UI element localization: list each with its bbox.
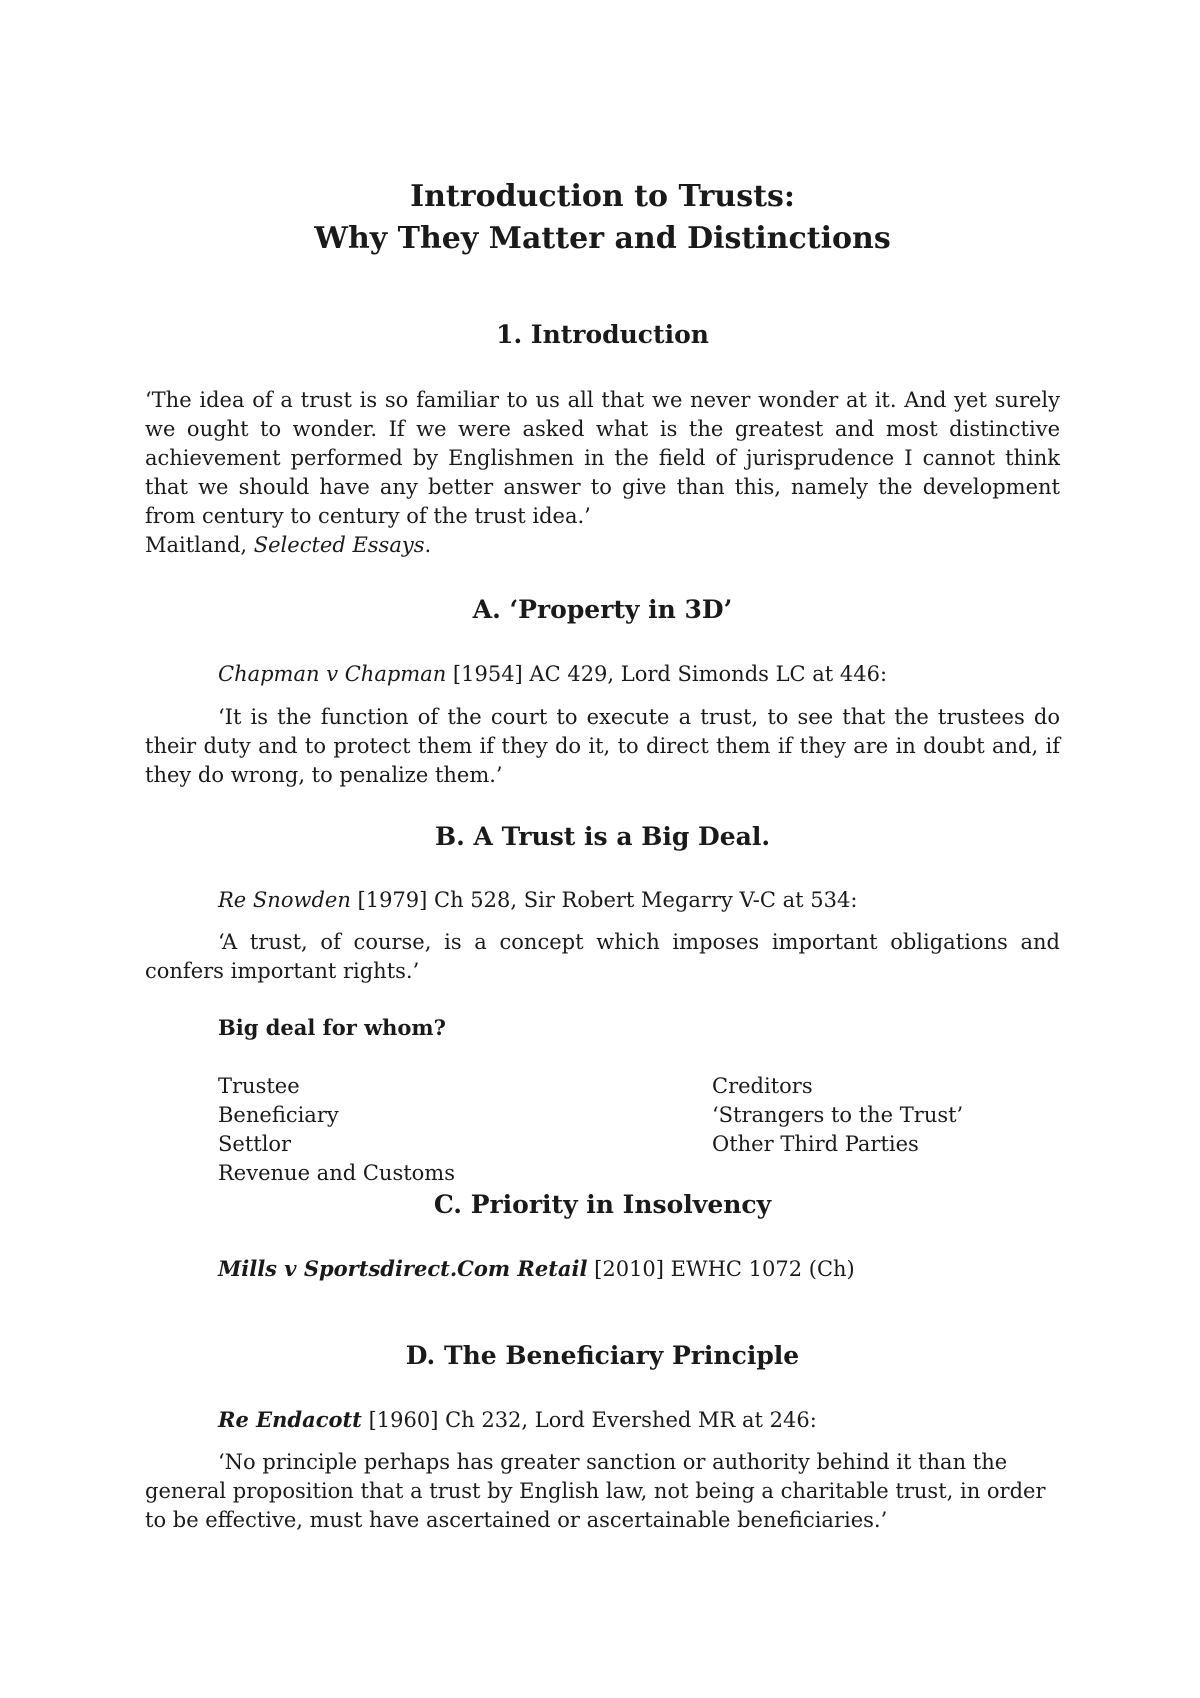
heading-section-c: C. Priority in Insolvency [433,1190,772,1219]
case-ref-endacott: [1960] Ch 232, Lord Evershed MR at 246: [361,1408,817,1432]
document-title [145,176,1060,260]
snowden-quote: ‘A trust, of course, is a concept which imposes important obligations and confers important rights.’ [145,930,1060,983]
list-item: Other Third Parties [712,1132,919,1156]
list-item: Settlor [218,1132,292,1156]
document-page [145,0,1060,1698]
heading-section-b: B. A Trust is a Big Deal. [434,822,771,851]
big-deal-subheading: Big deal for whom? [218,1015,446,1040]
chapman-quote: ‘It is the function of the court to execute a trust, to see that the trustees do their duty and to protect them if they do it, to direct them if they are in doubt and, if they do wrong, to penalize them.’ [145,705,1060,787]
case-name-snowden: Re Snowden [218,888,351,912]
parties-list-right [712,1072,963,1159]
title-line-1: Introduction to Trusts: [410,179,795,214]
heading-introduction: 1. Introduction [496,320,709,349]
attribution-work: Selected Essays [253,533,425,557]
list-item: Beneficiary [218,1103,339,1127]
case-ref-mills: [2010] EWHC 1072 (Ch) [587,1257,855,1281]
maitland-quote: ‘The idea of a trust is so familiar to us all that we never wonder at it. And yet surely we ought to wonder. If we were asked what is the greatest and most distinctive achievement performed by Englishmen in the field of jurisprudence I cannot think that we should have any better answer to give than this, namely the development from century to century of the trust idea.’ [145,388,1060,528]
case-ref-chapman: [1954] AC 429, Lord Simonds LC at 446: [446,662,888,686]
heading-section-a: A. ‘Property in 3D’ [472,595,733,624]
list-item: Creditors [712,1074,813,1098]
list-item: ‘Strangers to the Trust’ [712,1103,964,1127]
heading-section-d: D. The Beneficiary Principle [405,1341,800,1370]
case-name-mills: Mills v Sportsdirect.Com Retail [218,1256,588,1281]
attribution-author: Maitland, [145,533,254,557]
case-name-endacott: Re Endacott [218,1407,362,1432]
endacott-quote: ‘No principle perhaps has greater sanction or authority behind it than the general proposition that a trust by English law, not being a charitable trust, in order to be effective, must have ascertained or ascertainable beneficiaries.’ [145,1450,1046,1532]
list-item: Revenue and Customs [218,1161,455,1185]
case-citation-chapman [218,660,887,689]
case-citation-snowden [218,886,857,915]
case-ref-snowden: [1979] Ch 528, Sir Robert Megarry V-C at 534: [350,888,858,912]
parties-list-left [218,1072,455,1188]
maitland-attribution [145,531,1060,560]
case-citation-mills [218,1254,855,1284]
case-name-chapman: Chapman v Chapman [218,662,447,686]
title-line-2: Why They Matter and Distinctions [314,221,891,256]
case-citation-endacott [218,1405,817,1435]
list-item: Trustee [218,1074,300,1098]
attribution-end: . [424,533,432,557]
